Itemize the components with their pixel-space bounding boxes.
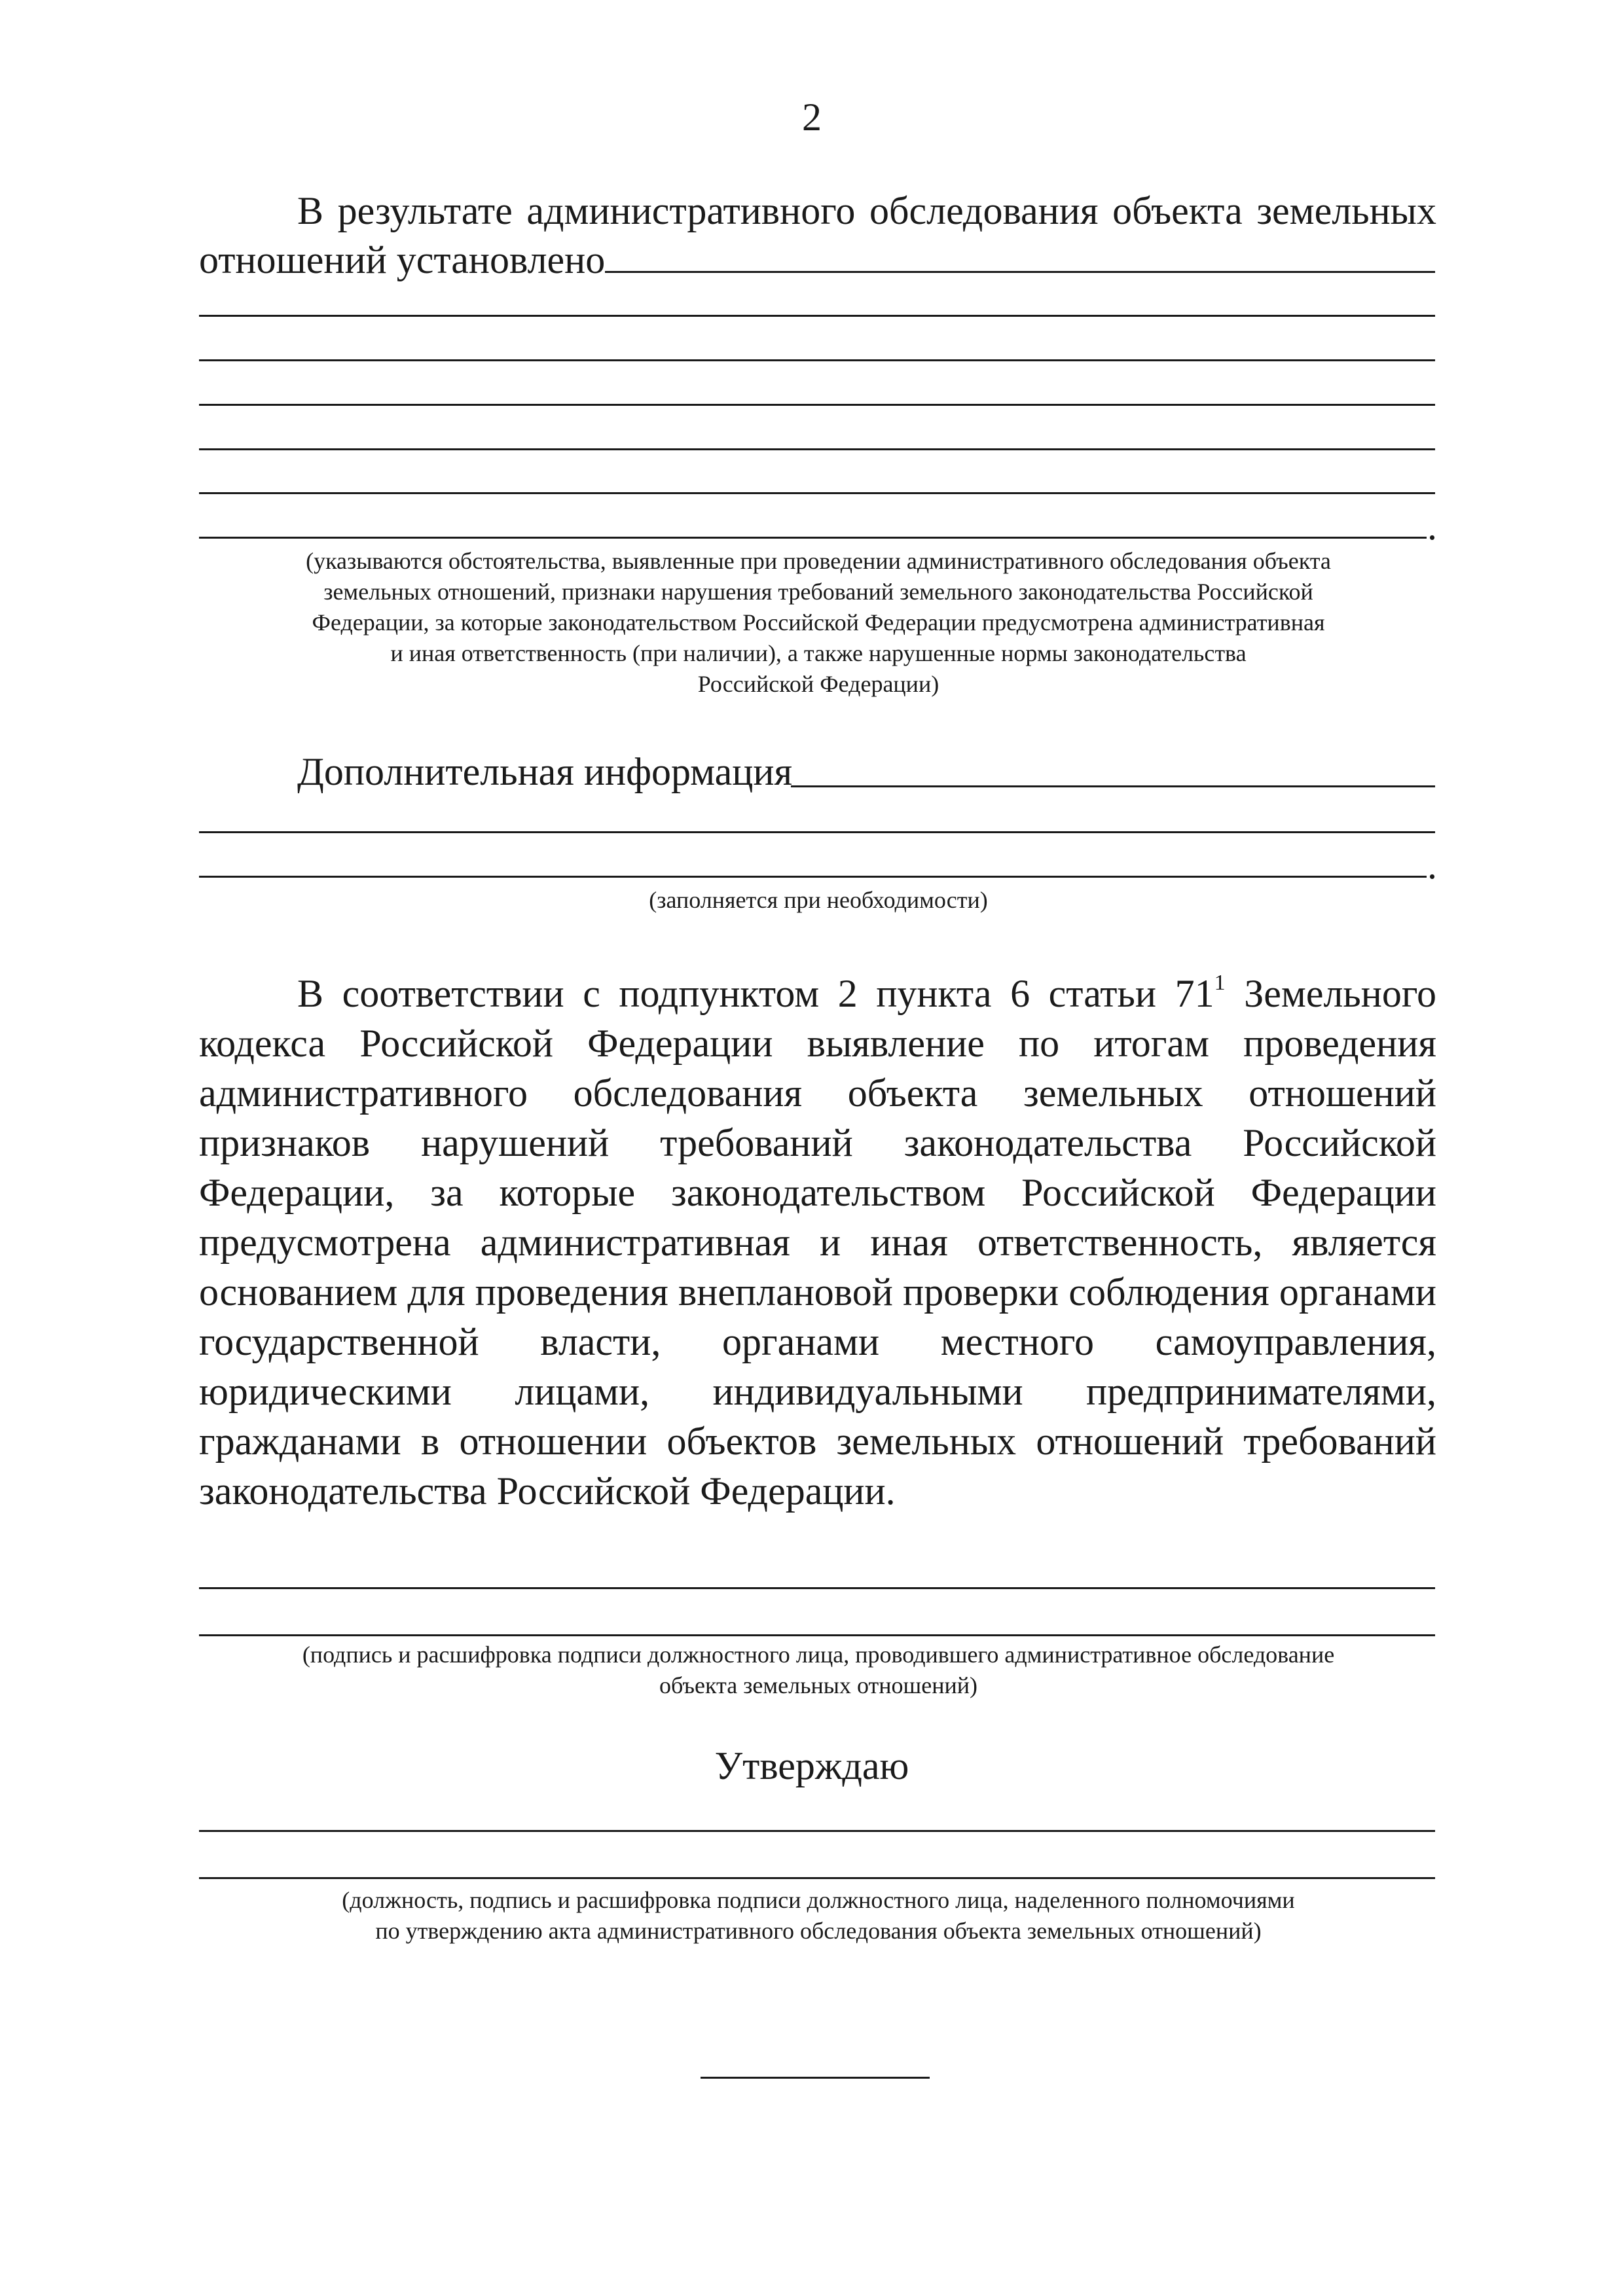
legal-paragraph-line: Федерации, за которые законодательством Российской Федерации (199, 1171, 1436, 1214)
findings-caption-line: Федерации, за которые законодательством Российской Федерации предусмотрена административная (312, 609, 1325, 636)
legal-paragraph-line: законодательства Российской Федерации. (199, 1469, 896, 1513)
legal-paragraph-line: предусмотрена административная и иная ответственность, является (199, 1221, 1436, 1264)
additional-fill-line[interactable] (199, 831, 1435, 833)
additional-info-label: Дополнительная информация (297, 750, 793, 793)
legal-paragraph-line: юридическими лицами, индивидуальными предпринимателями, (199, 1370, 1436, 1413)
findings-fill-line[interactable] (199, 404, 1435, 406)
findings-fill-line[interactable] (199, 537, 1427, 539)
legal-paragraph-line: кодекса Российской Федерации выявление по итогам проведения (199, 1022, 1436, 1065)
additional-fill-line[interactable] (791, 785, 1435, 787)
approval-line[interactable] (199, 1830, 1435, 1832)
findings-caption-line: и иная ответственность (при наличии), а также нарушенные нормы законодательства (390, 640, 1247, 666)
page-number: 2 (802, 96, 822, 139)
additional-fill-line[interactable] (199, 876, 1427, 878)
findings-fill-line[interactable] (199, 359, 1435, 361)
closing-separator (701, 2077, 930, 2079)
signature-caption-line: объекта земельных отношений) (659, 1672, 977, 1698)
findings-caption-line: Российской Федерации) (697, 671, 939, 697)
findings-end-dot: . (1427, 505, 1437, 548)
signature-caption-line: (подпись и расшифровка подписи должностного лица, проводившего административное обследование (302, 1641, 1335, 1668)
additional-end-dot: . (1427, 844, 1437, 887)
approval-title: Утверждаю (714, 1744, 909, 1787)
legal-paragraph-line: административного обследования объекта земельных отношений (199, 1071, 1436, 1115)
findings-fill-line[interactable] (605, 271, 1435, 273)
legal-paragraph-line: основанием для проведения внеплановой проверки соблюдения органами (199, 1270, 1436, 1314)
signature-line[interactable] (199, 1587, 1435, 1589)
legal-paragraph-line: признаков нарушений требований законодательства Российской (199, 1121, 1436, 1164)
signature-line[interactable] (199, 1634, 1435, 1636)
findings-fill-line[interactable] (199, 448, 1435, 450)
approval-caption-line: (должность, подпись и расшифровка подписи должностного лица, наделенного полномочиями (342, 1887, 1295, 1913)
findings-fill-line[interactable] (199, 315, 1435, 317)
findings-intro-line2: отношений установлено (199, 238, 606, 281)
findings-caption-line: земельных отношений, признаки нарушения требований земельного законодательства Российской (323, 579, 1313, 605)
legal-line1-start: В соответствии с подпунктом 2 пункта 6 статьи 71 (297, 972, 1214, 1015)
additional-caption: (заполняется при необходимости) (649, 887, 988, 913)
findings-fill-line[interactable] (199, 492, 1435, 494)
findings-intro-line1: В результате административного обследования объекта земельных (297, 189, 1436, 232)
legal-paragraph-line1 (297, 968, 1436, 1019)
legal-paragraph-line: гражданами в отношении объектов земельных отношений требований (199, 1420, 1436, 1463)
approval-caption-line: по утверждению акта административного обследования объекта земельных отношений) (375, 1918, 1262, 1944)
approval-line[interactable] (199, 1877, 1435, 1879)
legal-paragraph-line: государственной власти, органами местного самоуправления, (199, 1320, 1436, 1363)
article-superscript: 1 (1214, 971, 1226, 995)
findings-caption-line: (указываются обстоятельства, выявленные при проведении административного обследования объекта (306, 548, 1331, 574)
legal-line1-end: Земельного (1244, 972, 1437, 1015)
